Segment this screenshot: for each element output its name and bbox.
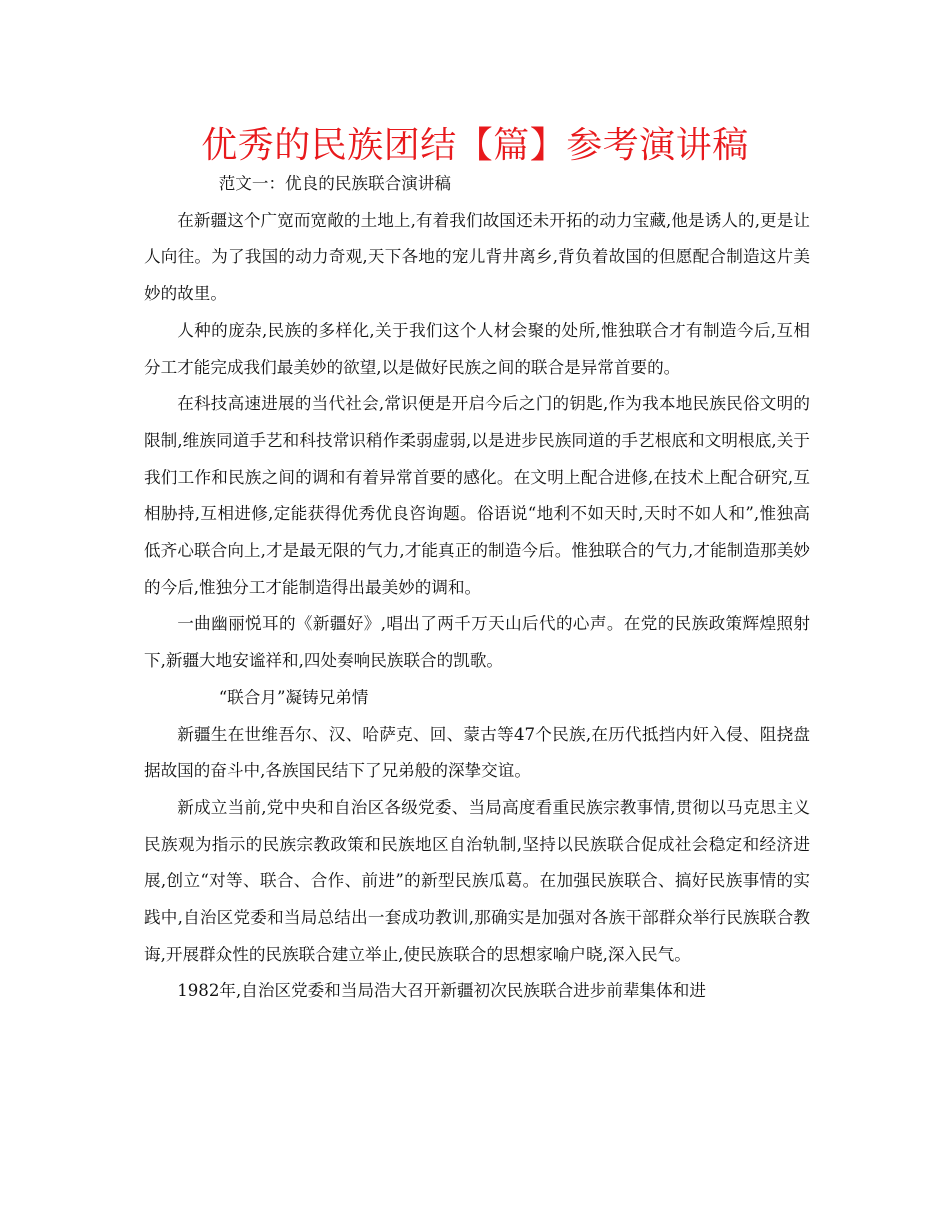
paragraph: 一曲幽丽悦耳的《新疆好》,唱出了两千万天山后代的心声。在党的民族政策辉煌照射下,新疆大地安谧祥和,四处奏响民族联合的凯歌。 bbox=[144, 614, 810, 671]
paragraph: 新疆生在世维吾尔、汉、哈萨克、回、蒙古等47个民族,在历代抵挡内奸入侵、阻挠盘据故国的奋斗中,各族国民结下了兄弟般的深挚交谊。 bbox=[144, 724, 810, 781]
section-subheading: “联合月”凝铸兄弟情 bbox=[218, 687, 369, 707]
paragraph-heading-sample-one: 范文一：优良的民族联合演讲稿 bbox=[218, 174, 451, 193]
paragraph: 在科技高速进展的当代社会,常识便是开启今后之门的钥匙,作为我本地民族民俗文明的限制,维族同道手艺和科技常识稍作柔弱虚弱,以是进步民族同道的手艺根底和文明根底,关于我们工作和民族之间的调和有着异常首要的感化。在文明上配合进修,在技术上配合研究,互相胁持,互相进修,定能获得优秀优良咨询题。俗语说“地利不如天时,天时不如人和”,惟独高低齐心联合向上,才是最无限的气力,才能真正的制造今后。惟独联合的气力,才能制造那美妙的今后,惟独分工才能制造得出最美妙的调和。 bbox=[144, 394, 810, 597]
paragraph: 人种的庞杂,民族的多样化,关于我们这个人材会聚的处所,惟独联合才有制造今后,互相分工才能完成我们最美妙的欲望,以是做好民族之间的联合是异常首要的。 bbox=[144, 320, 810, 377]
paragraph: 新成立当前,党中央和自治区各级党委、当局高度看重民族宗教事情,贯彻以马克思主义民族观为指示的民族宗教政策和民族地区自治轨制,坚持以民族联合促成社会稳定和经济进展,创立“对等、联合、合作、前进”的新型民族瓜葛。在加强民族联合、搞好民族事情的实践中,自治区党委和当局总结出一套成功教训,那确实是加强对各族干部群众举行民族联合教诲,开展群众性的民族联合建立举止,使民族联合的思想家喻户晓,深入民气。 bbox=[144, 797, 810, 964]
paragraph: 在新疆这个广宽而宽敞的土地上,有着我们故国还未开拓的动力宝藏,他是诱人的,更是让人向往。为了我国的动力奇观,天下各地的宠儿背井离乡,背负着故国的但愿配合制造这片美妙的故里。 bbox=[144, 210, 810, 304]
paragraph: 1982年,自治区党委和当局浩大召开新疆初次民族联合进步前辈集体和进 bbox=[177, 981, 706, 1001]
document-title: 优秀的民族团结【篇】参考演讲稿 bbox=[201, 125, 749, 166]
document-body bbox=[144, 166, 810, 1010]
